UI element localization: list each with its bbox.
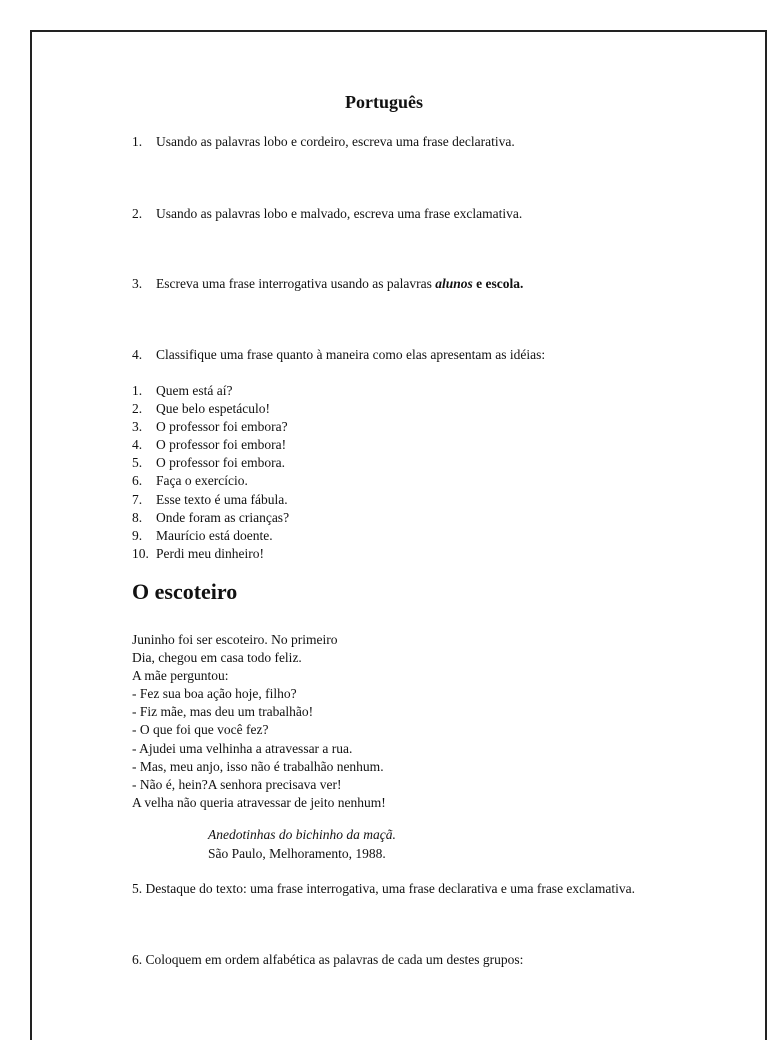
question-1 (132, 134, 515, 150)
question-bold-text: e escola. (472, 276, 524, 291)
question-6: 6. Coloquem em ordem alfabética as palavras de cada um destes grupos: (132, 952, 524, 967)
question-5: 5. Destaque do texto: uma frase interrogativa, uma frase declarativa e uma frase exclamativa. (132, 881, 636, 896)
list-item: 9. Maurício está doente. (132, 527, 273, 543)
citation-source: Anedotinhas do bichinho da maçã. (208, 827, 396, 842)
question-number: 3. (132, 276, 143, 291)
story-line: - O que foi que você fez? (132, 722, 269, 738)
question-number: 4. (132, 347, 143, 362)
question-text: Usando as palavras lobo e malvado, escreva uma frase exclamativa. (156, 206, 523, 221)
question-text: Classifique uma frase quanto à maneira como elas apresentam as idéias: (156, 347, 546, 362)
list-item: 4. O professor foi embora! (132, 437, 287, 453)
story-line: - Fez sua boa ação hoje, filho? (132, 686, 297, 702)
story-text (132, 631, 386, 812)
story-line: A velha não queria atravessar de jeito nenhum! (132, 794, 386, 810)
list-item: 10. Perdi meu dinheiro! (132, 545, 264, 561)
question-2 (132, 206, 522, 222)
citation-publisher: São Paulo, Melhoramento, 1988. (208, 845, 386, 861)
story-title: O escoteiro (132, 579, 238, 604)
story-line: A mãe perguntou: (132, 668, 229, 684)
list-item: 1. Quem está aí? (132, 383, 233, 398)
list-item: 3. O professor foi embora? (132, 419, 288, 435)
list-item: 8. Onde foram as crianças? (132, 509, 290, 525)
list-item: 2. Que belo espetáculo! (132, 401, 270, 417)
sentence-list (132, 382, 289, 563)
question-number: 2. (132, 206, 143, 221)
question-4 (132, 347, 545, 363)
question-text: Usando as palavras lobo e cordeiro, escreva uma frase declarativa. (156, 134, 515, 149)
story-line: Juninho foi ser escoteiro. No primeiro (132, 632, 338, 647)
story-line: - Não é, hein?A senhora precisava ver! (132, 776, 342, 792)
story-line: - Mas, meu anjo, isso não é trabalhão nenhum. (132, 758, 384, 774)
story-line: Dia, chegou em casa todo feliz. (132, 650, 302, 666)
page-title: Português (345, 92, 423, 112)
story-line: - Fiz mãe, mas deu um trabalhão! (132, 704, 314, 720)
question-3 (132, 276, 523, 292)
citation (208, 826, 396, 863)
question-text: Escreva uma frase interrogativa usando as palavras (156, 276, 436, 291)
question-number: 1. (132, 134, 143, 149)
story-line: - Ajudei uma velhinha a atravessar a rua. (132, 740, 353, 756)
list-item: 7. Esse texto é uma fábula. (132, 491, 288, 507)
list-item: 6. Faça o exercício. (132, 473, 248, 489)
question-italic-word: alunos (435, 276, 473, 291)
list-item: 5. O professor foi embora. (132, 455, 285, 471)
